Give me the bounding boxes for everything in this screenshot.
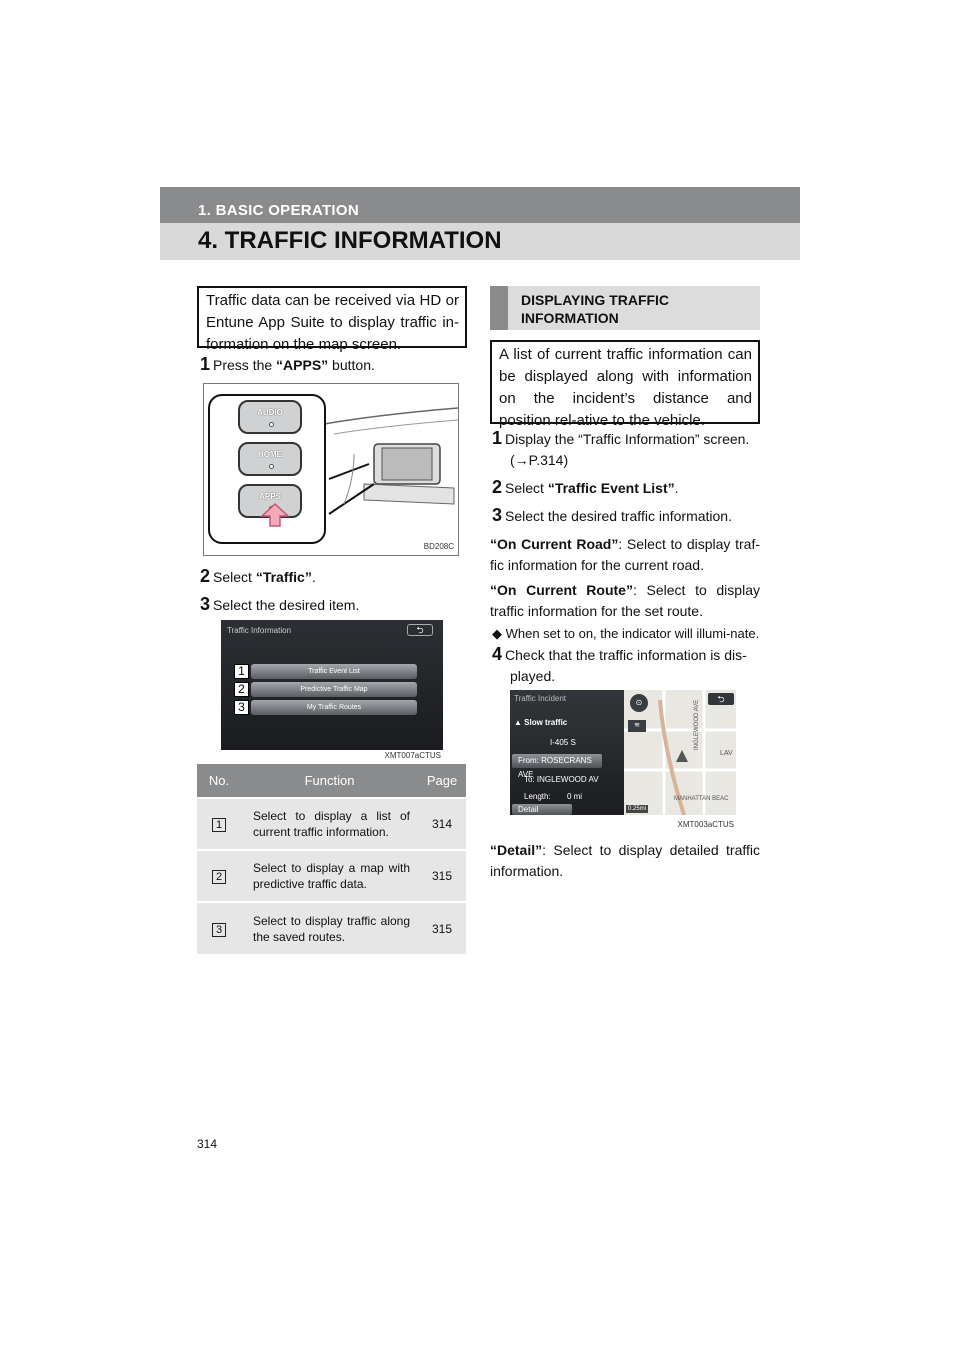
step-1-left: [200, 354, 470, 376]
on-current-road-desc: [490, 534, 760, 576]
step-text-end: .: [311, 569, 316, 585]
heading-marker: [490, 286, 508, 330]
audio-button[interactable]: [238, 400, 302, 434]
header-function: Function: [241, 764, 418, 798]
incident-road: I-405 S: [550, 738, 576, 747]
step-number: 2: [492, 477, 503, 497]
map-label-city: LAV: [720, 750, 733, 757]
bullet-text: When set to on, the indicator will illumi-nate.: [505, 626, 760, 641]
step-bold: “Traffic”: [255, 569, 312, 585]
row-page: 315: [418, 850, 466, 902]
figure-buttons: [203, 383, 459, 556]
step-3-right: [492, 505, 762, 527]
figure-traffic-menu: [221, 620, 443, 760]
incident-panel: [510, 690, 624, 815]
row-number: [197, 798, 241, 850]
page-title: 4. TRAFFIC INFORMATION: [198, 227, 502, 254]
number-box: 1: [212, 818, 226, 832]
table-row: [197, 798, 466, 850]
traffic-event-list-button[interactable]: Traffic Event List: [251, 664, 417, 679]
figure-traffic-incident: [510, 690, 736, 830]
function-table: [197, 764, 466, 954]
header-page: Page: [418, 764, 466, 798]
number-box: 2: [212, 870, 226, 884]
row-function: Select to display a map with predictive traffic data.: [241, 850, 418, 902]
step-3-left: [200, 594, 470, 616]
from-button[interactable]: From: ROSECRANS AVE: [512, 754, 602, 768]
header-no: No.: [197, 764, 241, 798]
step-number: 2: [200, 566, 211, 586]
page-number: 314: [197, 1137, 218, 1151]
intro-text: Traffic data can be received via HD or Entune App Suite to display traffic in-formation on the map screen.: [206, 292, 459, 353]
table-header-row: [197, 764, 466, 798]
map-label-area: MANHATTAN BEAC: [674, 796, 729, 802]
traffic-menu-screen: [221, 620, 443, 750]
term: “On Current Road”: [490, 536, 619, 552]
number-box: 3: [212, 923, 226, 937]
description: : Select to display detailed traffic information.: [490, 842, 760, 879]
warning-icon: ▲: [514, 718, 525, 727]
figure-code: XMT007aCTUS: [384, 751, 441, 760]
step-text: Press the: [213, 357, 277, 373]
screen-title: Traffic Information: [227, 626, 292, 635]
row-number: [197, 902, 241, 954]
title-bar: [160, 223, 800, 260]
description: : Select to display traf-fic information for the current road.: [490, 536, 760, 573]
to-label: To: INGLEWOOD AV: [524, 775, 599, 784]
map-scale: 0.25mi: [628, 806, 647, 812]
indicator-dot: [269, 464, 274, 469]
figure-code: XMT003aCTUS: [677, 820, 734, 829]
map-label-road: INGLEWOOD AVE: [694, 699, 700, 750]
incident-title: Traffic Incident: [514, 694, 567, 703]
intro-box: [197, 286, 467, 353]
indicator-dot: [269, 422, 274, 427]
step-text-end: .: [674, 480, 679, 496]
step-text: Select: [505, 480, 548, 496]
event-text: Slow traffic: [524, 718, 568, 727]
my-traffic-routes-button[interactable]: My Traffic Routes: [251, 700, 417, 715]
length-label: [524, 792, 582, 801]
incident-map: [624, 690, 736, 815]
incident-event: [514, 718, 567, 727]
callout-3: 3: [234, 700, 249, 715]
length-value: 0 mi: [566, 792, 583, 801]
step-4-right: [492, 644, 762, 687]
section-bar: [160, 187, 800, 223]
back-button[interactable]: ⮌: [407, 624, 433, 636]
bullet-note: [492, 625, 760, 642]
step-2-left: [200, 566, 470, 588]
step-text: Check that the traffic information is dis-played.: [505, 647, 747, 684]
row-page: 314: [418, 798, 466, 850]
row-page: 315: [418, 902, 466, 954]
row-function: Select to display a list of current traffic information.: [241, 798, 418, 850]
description: : Select to display traffic information for the set route.: [490, 582, 760, 619]
row-number: [197, 850, 241, 902]
step-bold: “Traffic Event List”: [547, 480, 675, 496]
section-label: 1. BASIC OPERATION: [198, 202, 359, 219]
predictive-traffic-map-button[interactable]: Predictive Traffic Map: [251, 682, 417, 697]
table-row: [197, 850, 466, 902]
audio-label: AUDIO: [257, 408, 283, 417]
step-number: 1: [492, 428, 503, 448]
on-current-route-desc: [490, 580, 760, 622]
step-2-right: [492, 477, 762, 499]
term: “Detail”: [490, 842, 543, 858]
table-row: [197, 902, 466, 954]
sub-heading-text: DISPLAYING TRAFFIC INFORMATION: [521, 292, 670, 326]
detail-button[interactable]: Detail: [512, 804, 572, 815]
step-text-end: button.: [328, 357, 375, 373]
figure-code: BD208C: [423, 542, 454, 551]
home-label: HOME: [258, 450, 282, 459]
layer-icon[interactable]: ≋: [628, 720, 646, 732]
row-function: Select to display traffic along the saved routes.: [241, 902, 418, 954]
right-intro-box: [490, 340, 760, 429]
callout-2: 2: [234, 682, 249, 697]
step-text: Select the desired traffic information.: [505, 508, 732, 524]
home-button[interactable]: [238, 442, 302, 476]
step-number: 4: [492, 644, 503, 664]
pointer-arrow-icon: [260, 502, 290, 528]
detail-desc: [490, 840, 760, 882]
length-key: Length:: [524, 792, 551, 801]
step-1-right: [492, 428, 762, 471]
sub-heading: [490, 286, 760, 330]
step-text: Display the “Traffic Information” screen. (→P.314): [505, 431, 750, 468]
apps-label: APPS: [259, 492, 281, 501]
term: “On Current Route”: [490, 582, 633, 598]
compass-icon[interactable]: ⊙: [630, 694, 648, 712]
step-number: 1: [200, 354, 211, 374]
step-text: Select the desired item.: [213, 597, 360, 613]
callout-1: 1: [234, 664, 249, 679]
map-back-button[interactable]: ⮌: [708, 693, 734, 705]
right-intro-text: A list of current traffic information can be displayed along with information on the incident’s distance and position rel-ative to the vehicle.: [499, 346, 752, 429]
step-number: 3: [200, 594, 211, 614]
bullet-icon: ◆: [492, 626, 506, 641]
step-number: 3: [492, 505, 503, 525]
step-text: Select: [213, 569, 256, 585]
step-bold: “APPS”: [276, 357, 329, 373]
